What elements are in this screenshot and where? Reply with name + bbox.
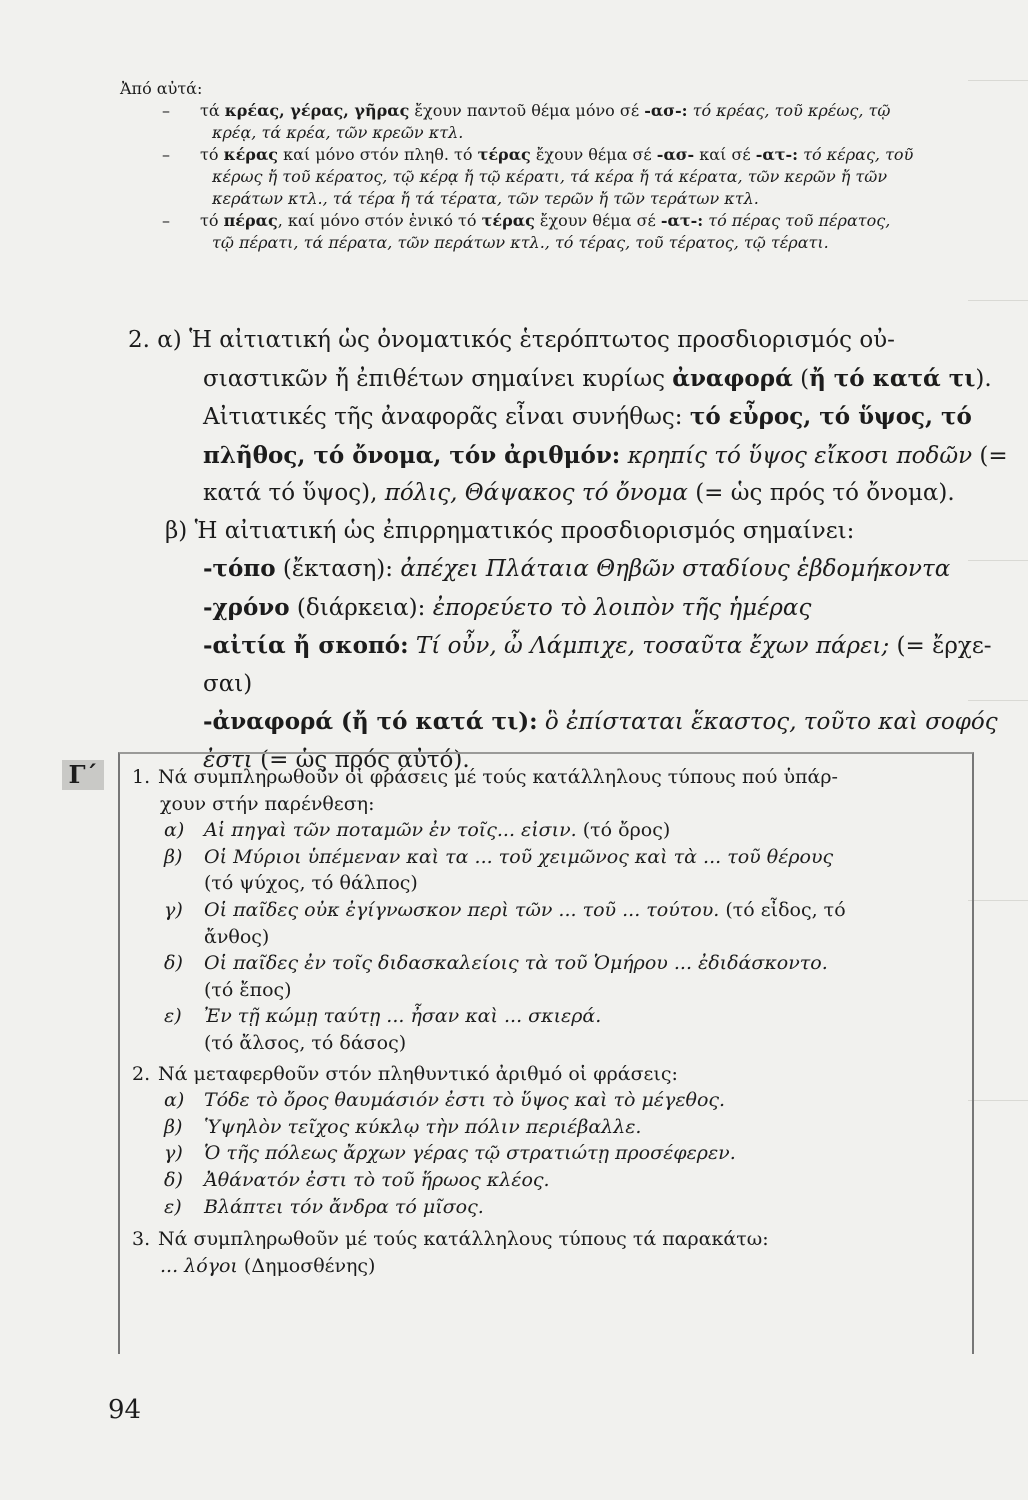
bullet-1: – τά κρέας, γέρας, γῆρας ἔχουν παντοῦ θέμα μόνο σέ -ασ-: τό κρέας, τοῦ κρέως, τῷ xyxy=(162,101,891,120)
sec2b-topos: -τόπο (ἔκταση): ἀπέχει Πλάταια Θηβῶν σταδίους ἑβδομήκοντα xyxy=(203,555,951,582)
sec2a-line4: πλῆθος, τό ὄνομα, τόν ἀριθμόν: κρηπίς τό ὕψος εἴκοσι ποδῶν (= xyxy=(203,441,1008,469)
section-2 xyxy=(128,322,1008,779)
ex1-item-b-paren: (τό ψύχος, τό θάλπος) xyxy=(204,872,418,895)
ex1-item-d: δ) Οἱ παῖδες ἐν τοῖς διδασκαλείοις τὰ τοῦ Ὁμήρου ... ἐδιδάσκοντο. xyxy=(164,952,828,975)
sec2a-line3: Αἰτιατικές τῆς ἀναφορᾶς εἶναι συνήθως: τό εὖρος, τό ὕψος, τό xyxy=(203,403,972,430)
exercises xyxy=(132,764,962,1279)
bullet-2: – τό κέρας καί μόνο στόν πληθ. τό τέρας ἔχουν θέμα σέ -ασ- καί σέ -ατ-: τό κέρας, τοῦ xyxy=(162,145,914,164)
ex2-item-b: β) Ὑψηλὸν τεῖχος κύκλῳ τὴν πόλιν περιέβαλλε. xyxy=(164,1115,642,1138)
bullet-3: – τό πέρας, καί μόνο στόν ἑνικό τό τέρας ἔχουν θέμα σέ -ατ-: τό πέρας τοῦ πέρατος, xyxy=(162,211,891,230)
ex2-item-e: ε) Βλάπτει τόν ἄνδρα τό μῖσος. xyxy=(164,1195,484,1218)
ex2-item-g: γ) Ὁ τῆς πόλεως ἄρχων γέρας τῷ στρατιώτῃ προσέφερεν. xyxy=(164,1142,736,1165)
ex2-item-d: δ) Ἀθάνατόν ἐστι τὸ τοῦ ἥρωος κλέος. xyxy=(164,1168,550,1191)
sec2a-line1: 2. α) Ἡ αἰτιατική ὡς ὀνοματικός ἑτερόπτωτος προσδιορισμός οὐ- xyxy=(128,327,895,353)
sec2b-anafora-cont: ἐστι (= ὡς πρός αὐτό). xyxy=(203,746,470,773)
ex1-item-e: ε) Ἐν τῇ κώμῃ ταύτῃ ... ἦσαν καὶ ... σκιερά. xyxy=(164,1005,602,1028)
page-number: 94 xyxy=(108,1395,142,1425)
ex2-line1: 2. Νά μεταφερθοῦν στόν πληθυντικό ἀριθμό οἱ φράσεις: xyxy=(132,1062,678,1085)
ex1-item-g-paren: ἄνθος) xyxy=(204,925,270,948)
ex1-line2: χουν στήν παρένθεση: xyxy=(160,792,375,815)
sec2b-line1: β) Ἡ αἰτιατική ὡς ἐπιρρηματικός προσδιορισμός σημαίνει: xyxy=(165,517,855,544)
bullet-2-cont2: κεράτων κτλ., τά τέρα ἤ τά τέρατα, τῶν τερῶν ἤ τῶν τεράτων κτλ. xyxy=(212,189,759,208)
ex2-item-a: α) Τόδε τὸ ὄρος θαυμάσιόν ἐστι τὸ ὕψος καὶ τὸ μέγεθος. xyxy=(164,1089,726,1112)
ex1-line1: 1. Νά συμπληρωθοῦν οἱ φράσεις μέ τούς κατάλληλους τύπους πού ὑπάρ- xyxy=(132,766,838,788)
sec2b-xrono: -χρόνο (διάρκεια): ἐπορεύετο τὸ λοιπὸν τῆς ἡμέρας xyxy=(203,593,812,621)
ex1-item-g: γ) Οἱ παῖδες οὐκ ἐγίγνωσκον περὶ τῶν ... τοῦ ... τούτου. (τό εἶδος, τό xyxy=(164,898,846,921)
ex3-line2: ... λόγοι (Δημοσθένης) xyxy=(160,1254,376,1277)
ex1-item-d-paren: (τό ἔπος) xyxy=(204,978,292,1001)
bullet-2-cont: κέρως ἤ τοῦ κέρατος, τῷ κέρᾳ ἤ τῷ κέρατι, τά κέρα ἤ τά κέρατα, τῶν κερῶν ἤ τῶν xyxy=(212,167,888,186)
intro-block xyxy=(120,78,980,254)
ex3-line1: 3. Νά συμπληρωθοῦν μέ τούς κατάλληλους τύπους τά παρακάτω: xyxy=(132,1228,769,1251)
sec2a-line2: σιαστικῶν ἤ ἐπιθέτων σημαίνει κυρίως ἀναφορά (ἤ τό κατά τι). xyxy=(203,364,992,392)
bullet-1-cont: κρέᾳ, τά κρέα, τῶν κρεῶν κτλ. xyxy=(212,123,464,142)
bullet-3-cont: τῷ πέρατι, τά πέρατα, τῶν περάτων κτλ., τό τέρας, τοῦ τέρατος, τῷ τέρατι. xyxy=(212,233,829,252)
sec2b-aitia: -αἰτία ἤ σκοπό: Τί οὖν, ὦ Λάμπιχε, τοσαῦτα ἔχων πάρει; (= ἔρχε- xyxy=(203,632,992,659)
intro-heading: Ἀπό αὐτά: xyxy=(120,79,203,98)
sec2b-anafora: -ἀναφορά (ἤ τό κατά τι): ὃ ἐπίσταται ἕκαστος, τοῦτο καὶ σοφός xyxy=(203,708,998,735)
ex1-item-e-paren: (τό ἄλσος, τό δάσος) xyxy=(204,1031,407,1054)
ex1-item-a: α) Αἱ πηγαὶ τῶν ποταμῶν ἐν τοῖς... εἰσιν. (τό ὄρος) xyxy=(164,819,671,842)
sec2a-line5: κατά τό ὕψος), πόλις, Θάψακος τό ὄνομα (= ὡς πρός τό ὄνομα). xyxy=(203,480,955,506)
ex1-item-b: β) Οἱ Μύριοι ὑπέμεναν καὶ τα ... τοῦ χειμῶνος καὶ τὰ ... τοῦ θέρους xyxy=(164,845,834,868)
sec2b-aitia-cont: σαι) xyxy=(203,670,253,697)
section-gamma-label: Γ΄ xyxy=(62,760,104,790)
